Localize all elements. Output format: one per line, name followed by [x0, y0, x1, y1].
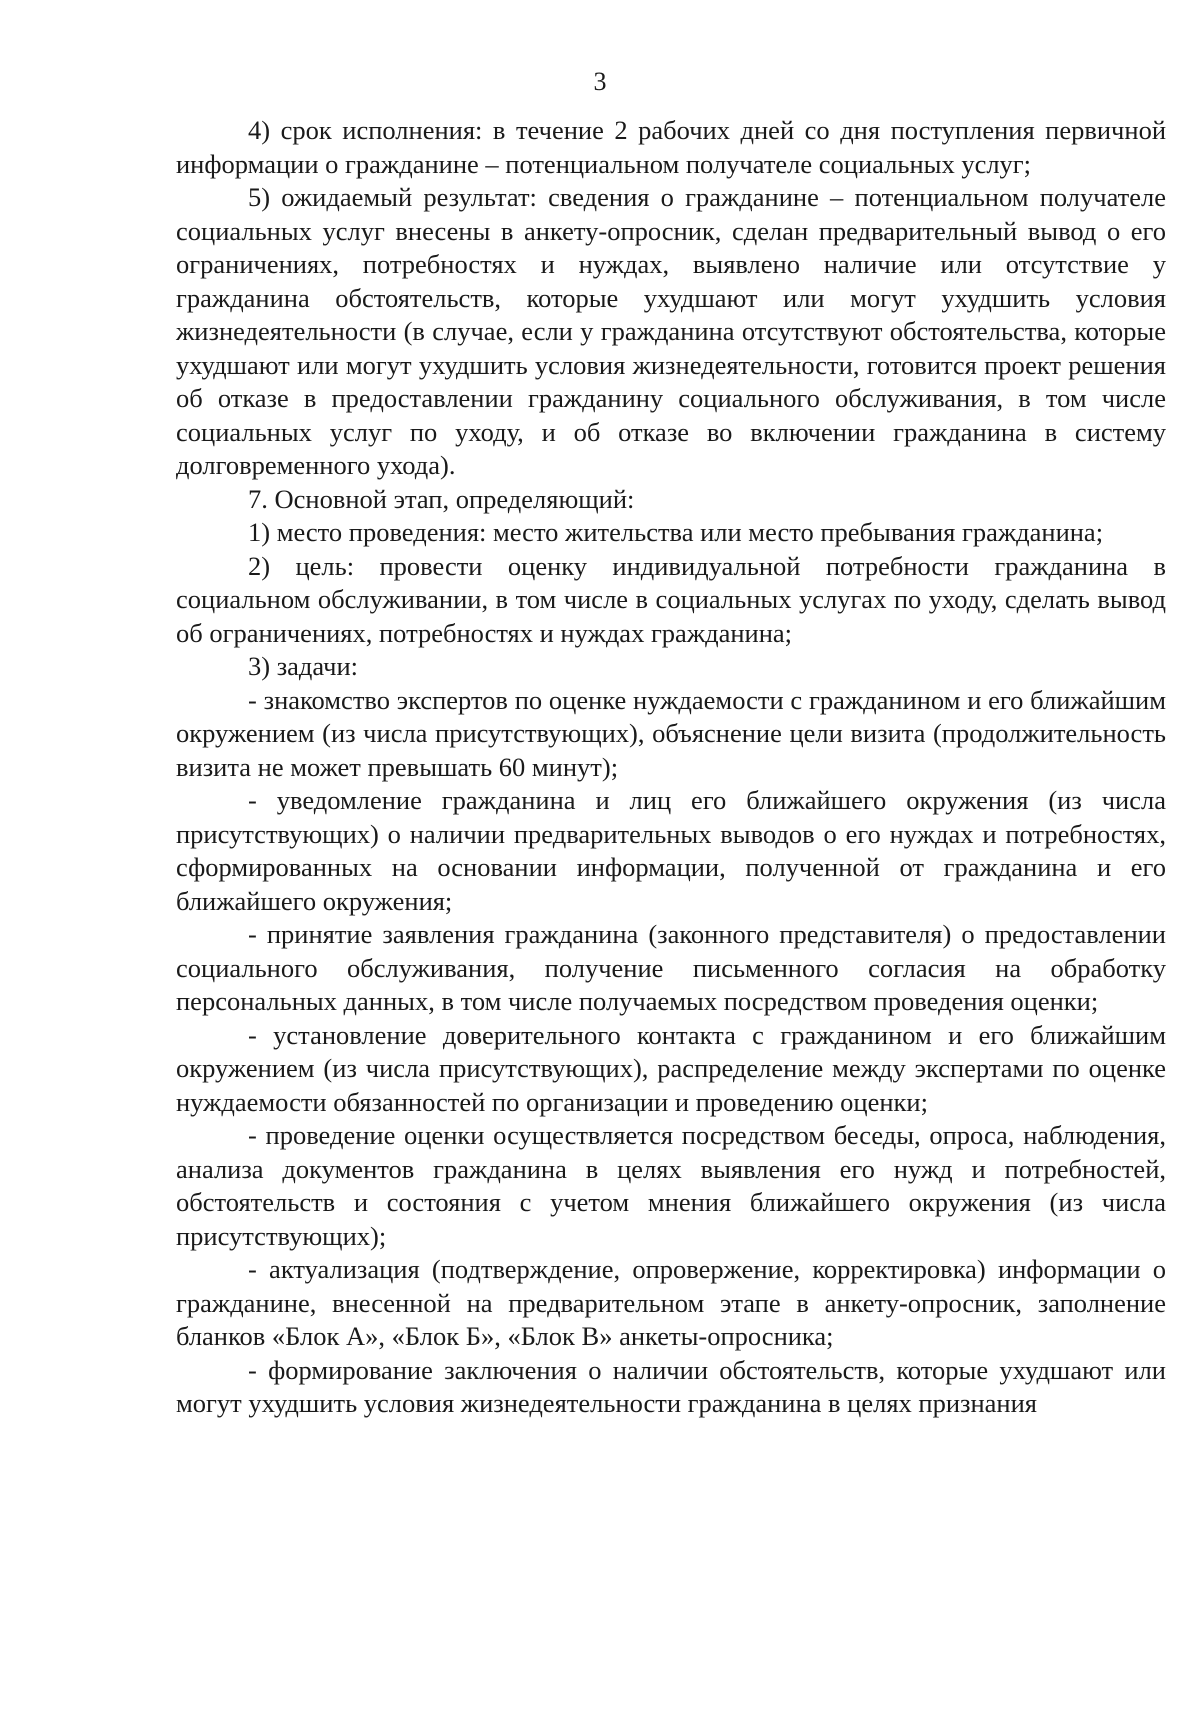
paragraph-task-conclusion: - формирование заключения о наличии обстоятельств, которые ухудшают или могут ухудшить условия жизнедеятельности гражданина в целях признания: [176, 1354, 1166, 1418]
paragraph-task-assessment: - проведение оценки осуществляется посредством беседы, опроса, наблюдения, анализа документов гражданина в целях выявления его нужд и потребностей, обстоятельств и состояния с учетом мнения ближайшего окружения (из числа присутствующих);: [176, 1120, 1166, 1251]
page-number: 3: [593, 67, 607, 96]
paragraph-section-7-main-stage: 7. Основной этап, определяющий:: [248, 483, 635, 514]
paragraph-task-notification: - уведомление гражданина и лиц его ближайшего окружения (из числа присутствующих) о наличии предварительных выводов о его нуждах и потребностях, сформированных на основании информации, полученной от гражданина и его ближайшего окружения;: [176, 785, 1166, 916]
paragraph-item-4-deadline: 4) срок исполнения: в течение 2 рабочих дней со дня поступления первичной информации о гражданине – потенциальном получателе социальных услуг;: [176, 115, 1166, 179]
paragraph-task-actualization: - актуализация (подтверждение, опровержение, корректировка) информации о гражданине, внесенной на предварительном этапе в анкету-опросник, заполнение бланков «Блок А», «Блок Б», «Блок В» анкеты-опросника;: [176, 1254, 1166, 1351]
paragraph-task-acquaintance: - знакомство экспертов по оценке нуждаемости с гражданином и его ближайшим окружением (из числа присутствующих), объяснение цели визита (продолжительность визита не может превышать 60 минут);: [176, 684, 1166, 782]
paragraph-task-application: - принятие заявления гражданина (законного представителя) о предоставлении социального обслуживания, получение письменного согласия на обработку персональных данных, в том числе получаемых посредством проведения оценки;: [176, 919, 1166, 1016]
paragraph-item-2-goal: 2) цель: провести оценку индивидуальной потребности гражданина в социальном обслуживании, в том числе в социальных услугах по уходу, сделать вывод об ограничениях, потребностях и нуждах гражданина;: [176, 550, 1166, 648]
paragraph-item-5-expected-result: 5) ожидаемый результат: сведения о гражданине – потенциальном получателе социальных услуг внесены в анкету-опросник, сделан предварительный вывод о его ограничениях, потребностях и нуждах, выявлено наличие или отсутствие у гражданина обстоятельств, которые ухудшают или могут ухудшить условия жизнедеятельности (в случае, если у гражданина отсутствуют обстоятельства, которые ухудшают или могут ухудшить условия жизнедеятельности, готовится проект решения об отказе в предоставлении гражданину социального обслуживания, в том числе социальных услуг по уходу, и об отказе во включении гражданина в систему долговременного ухода).: [176, 182, 1166, 480]
paragraph-item-3-tasks: 3) задачи:: [248, 651, 358, 681]
paragraph-item-1-place: 1) место проведения: место жительства или место пребывания гражданина;: [248, 517, 1104, 547]
document-body: [176, 114, 1166, 1421]
paragraph-task-contact: - установление доверительного контакта с гражданином и его ближайшим окружением (из числа присутствующих), распределение между экспертами по оценке нуждаемости обязанностей по организации и проведению оценки;: [176, 1019, 1166, 1117]
